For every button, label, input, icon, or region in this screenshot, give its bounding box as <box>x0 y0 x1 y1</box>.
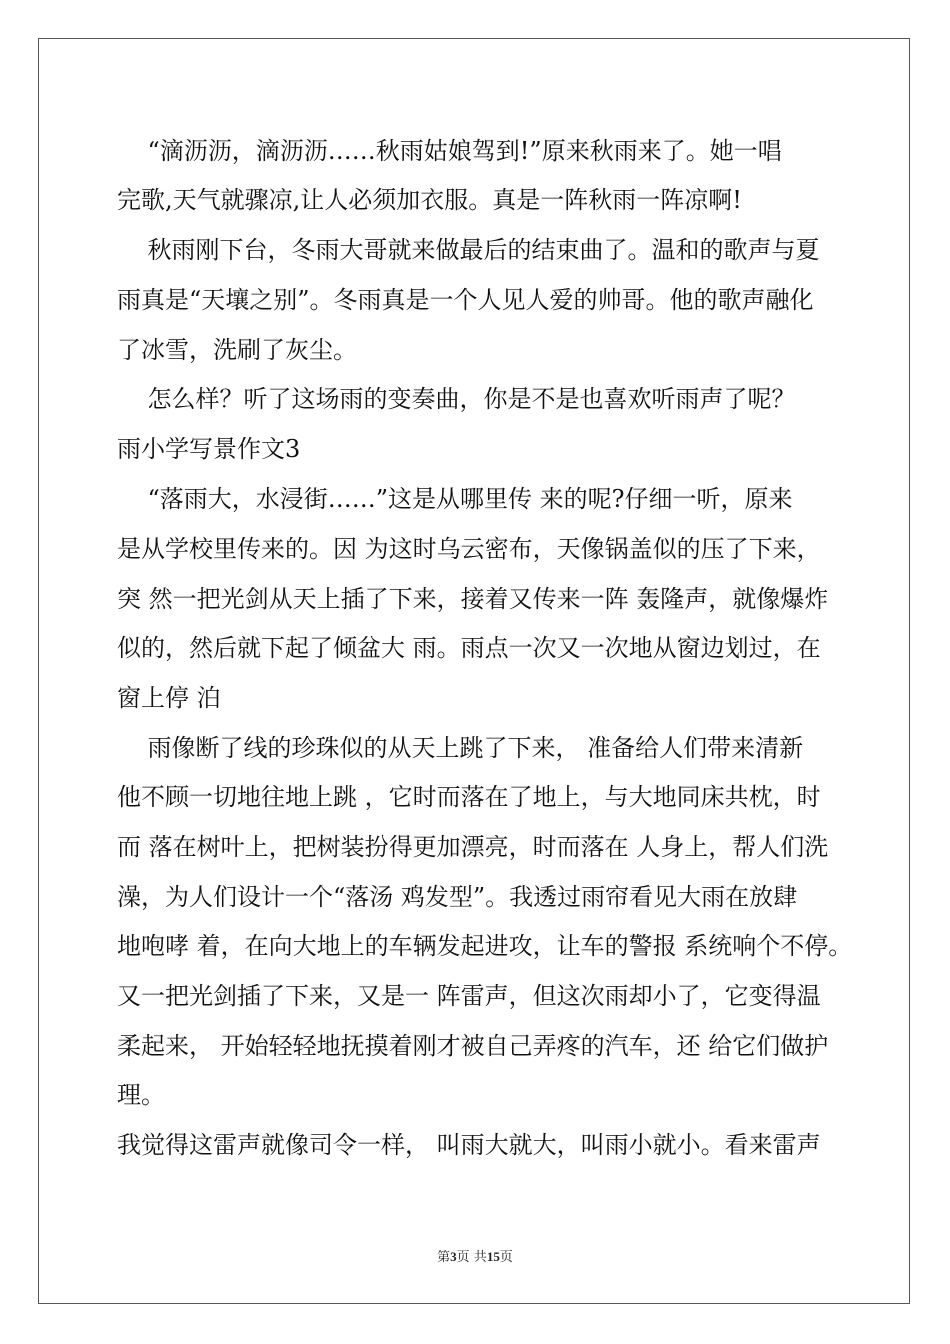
footer-suffix: 页 <box>499 1250 513 1265</box>
text-line: 窗上停 泊 <box>117 684 221 712</box>
text-line: 地咆哮 着，在向大地上的车辆发起进攻，让车的警报 系统响个不停。 <box>117 932 853 960</box>
page-total: 15 <box>486 1249 500 1264</box>
text-line: 理。 <box>117 1081 165 1109</box>
text-line: 雨真是“天壤之别”。冬雨真是一个人见人爱的帅哥。他的歌声融化 <box>117 286 814 314</box>
text-line: 而 落在树叶上，把树装扮得更加漂亮，时而落在 人身上，帮人们洗 <box>117 833 829 861</box>
page-footer <box>0 1246 950 1265</box>
text-line: 似的，然后就下起了倾盆大 雨。雨点一次又一次地从窗边划过，在 <box>117 634 821 662</box>
text-line: 怎么样？听了这场雨的变奏曲，你是不是也喜欢听雨声了呢？ <box>117 385 796 413</box>
text-line: 雨像断了线的珍珠似的从天上跳了下来， 准备给人们带来清新 <box>117 734 804 762</box>
text-line: 完歌,天气就骤凉,让人必须加衣服。真是一阵秋雨一阵凉啊! <box>117 186 742 214</box>
text-line: 突 然一把光剑从天上插了下来，接着又传来一阵 轰隆声，就像爆炸 <box>117 585 829 613</box>
text-line: 澡，为人们设计一个“落汤 鸡发型”。我透过雨帘看见大雨在放肆 <box>117 883 798 911</box>
text-line: 他不顾一切地往地上跳 ，它时而落在了地上，与大地同床共枕，时 <box>117 783 821 811</box>
text-line: “滴沥沥，滴沥沥……秋雨姑娘驾到!”原来秋雨来了。她一唱 <box>117 137 782 165</box>
page-border <box>38 38 910 1304</box>
text-line: 是从学校里传来的。因 为这时乌云密布，天像锅盖似的压了下来， <box>117 535 821 563</box>
footer-mid: 页 共 <box>456 1250 487 1265</box>
text-line: 柔起来， 开始轻轻地抚摸着刚才被自己弄疼的汽车，还 给它们做护 <box>117 1032 829 1060</box>
text-line: 了冰雪，洗刷了灰尘。 <box>117 336 357 364</box>
text-line: 我觉得这雷声就像司令一样， 叫雨大就大，叫雨小就小。看来雷声 <box>117 1131 821 1159</box>
text-line: “落雨大，水浸街……”这是从哪里传 来的呢?仔细一听，原来 <box>117 485 793 513</box>
footer-prefix: 第 <box>437 1250 451 1265</box>
section-heading: 雨小学写景作文3 <box>117 435 301 463</box>
text-line: 秋雨刚下台，冬雨大哥就来做最后的结束曲了。温和的歌声与夏 <box>117 236 820 264</box>
page-current: 3 <box>450 1249 457 1264</box>
text-line: 又一把光剑插了下来，又是一 阵雷声，但这次雨却小了，它变得温 <box>117 982 821 1010</box>
